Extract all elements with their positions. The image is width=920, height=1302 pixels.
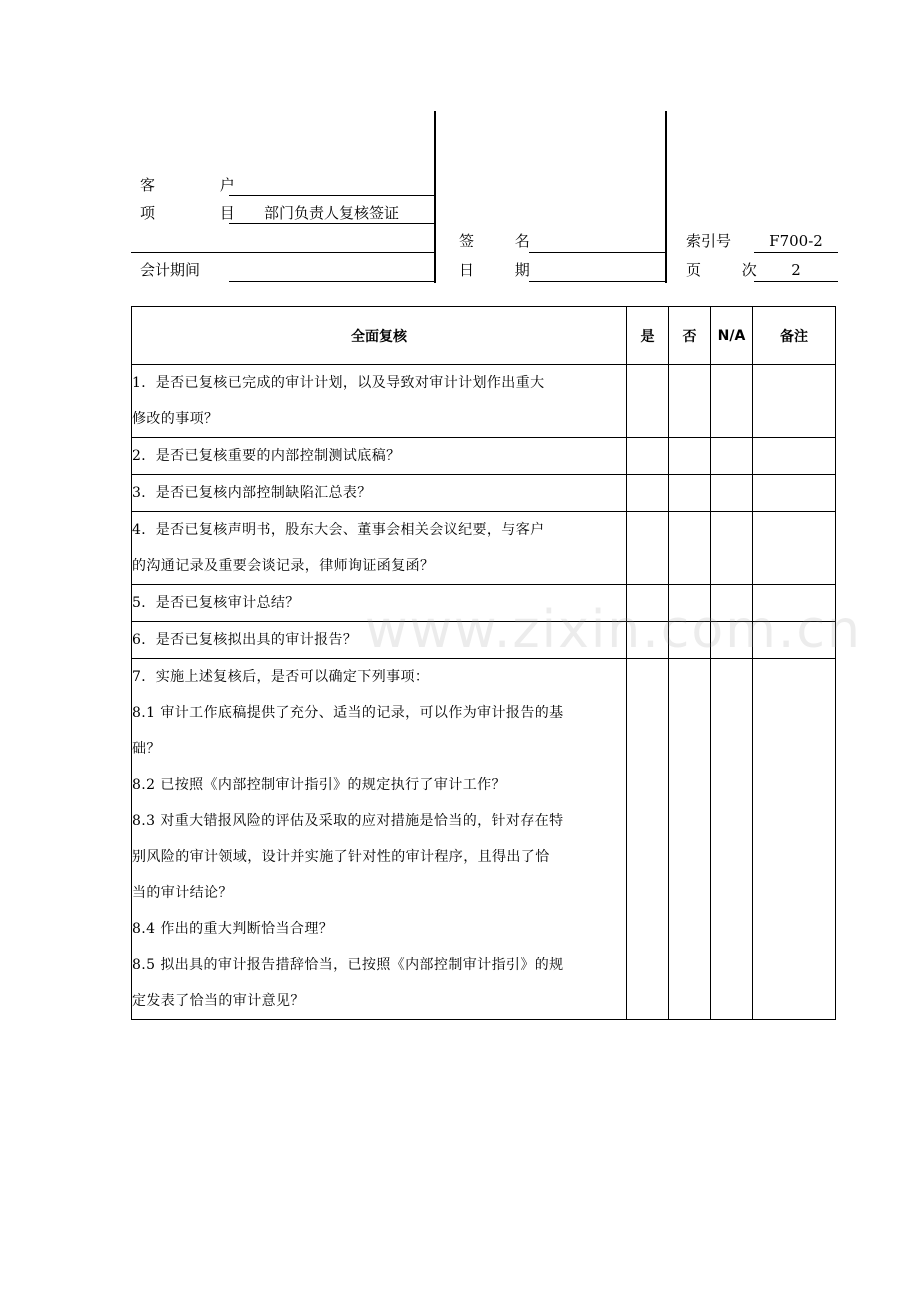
- no-cell[interactable]: [669, 585, 711, 622]
- question-text: 础？: [132, 741, 161, 757]
- project-label: 项 目: [140, 204, 265, 222]
- no-cell[interactable]: [669, 622, 711, 659]
- project-value: 部门负责人复核签证: [263, 204, 399, 222]
- table-row: [132, 622, 836, 659]
- remarks-cell[interactable]: [753, 475, 836, 512]
- sign-label: 签 名: [459, 232, 548, 250]
- no-cell[interactable]: [669, 475, 711, 512]
- remarks-cell[interactable]: [753, 438, 836, 475]
- question-text: 6．是否已复核拟出具的审计报告？: [132, 632, 358, 648]
- na-cell[interactable]: [711, 438, 753, 475]
- watermark: www.zixin.com.cn: [365, 600, 862, 660]
- header-remarks: 备注: [753, 307, 836, 365]
- header-rule: [131, 252, 434, 253]
- yes-cell[interactable]: [627, 585, 669, 622]
- client-underline: [229, 195, 434, 196]
- na-cell[interactable]: [711, 659, 753, 1020]
- sign-underline: [529, 252, 665, 253]
- question-text: 2．是否已复核重要的内部控制测试底稿？: [132, 448, 401, 464]
- no-cell[interactable]: [669, 438, 711, 475]
- na-cell[interactable]: [711, 585, 753, 622]
- yes-cell[interactable]: [627, 659, 669, 1020]
- header-divider-left: [434, 111, 436, 283]
- page-underline: [754, 281, 838, 282]
- question-cell: [132, 475, 627, 512]
- table-row: [132, 512, 836, 585]
- table-row: [132, 475, 836, 512]
- question-cell: [132, 659, 627, 1020]
- yes-cell[interactable]: [627, 365, 669, 438]
- question-text: 8.2 已按照《内部控制审计指引》的规定执行了审计工作？: [132, 777, 506, 793]
- period-label: 会计期间: [140, 261, 201, 279]
- table-row: [132, 585, 836, 622]
- question-text: 1．是否已复核已完成的审计计划，以及导致对审计计划作出重大: [132, 375, 545, 391]
- remarks-cell[interactable]: [753, 512, 836, 585]
- question-cell: [132, 622, 627, 659]
- header-yes: 是: [627, 307, 669, 365]
- yes-cell[interactable]: [627, 438, 669, 475]
- no-cell[interactable]: [669, 512, 711, 585]
- page-label: 页 次: [686, 261, 775, 279]
- question-text: 5．是否已复核审计总结？: [132, 595, 300, 611]
- question-text: 的沟通记录及重要会谈记录，律师询证函复函？: [132, 558, 435, 574]
- na-cell[interactable]: [711, 512, 753, 585]
- header-no: 否: [669, 307, 711, 365]
- question-text: 8.4 作出的重大判断恰当合理？: [132, 921, 334, 937]
- page-value: 2: [791, 261, 801, 279]
- question-cell: [132, 585, 627, 622]
- header-na: N/A: [711, 307, 753, 365]
- question-text: 8.3 对重大错报风险的评估及采取的应对措施是恰当的，针对存在特: [132, 813, 564, 829]
- table-row: [132, 365, 836, 438]
- question-text: 别风险的审计领域，设计并实施了针对性的审计程序，且得出了恰: [132, 849, 550, 865]
- project-underline: [229, 223, 434, 224]
- no-cell[interactable]: [669, 659, 711, 1020]
- question-text: 定发表了恰当的审计意见？: [132, 993, 305, 1009]
- no-cell[interactable]: [669, 365, 711, 438]
- yes-cell[interactable]: [627, 622, 669, 659]
- question-cell: [132, 365, 627, 438]
- index-value: F700-2: [769, 232, 823, 250]
- table-header-row: [132, 307, 836, 365]
- question-text: 4．是否已复核声明书，股东大会、董事会相关会议纪要，与客户: [132, 522, 545, 538]
- na-cell[interactable]: [711, 365, 753, 438]
- table-row: [132, 659, 836, 1020]
- yes-cell[interactable]: [627, 512, 669, 585]
- header-divider-right: [665, 111, 667, 283]
- period-underline: [229, 281, 434, 282]
- client-label: 客 户: [140, 176, 265, 194]
- na-cell[interactable]: [711, 622, 753, 659]
- question-text: 当的审计结论？: [132, 885, 233, 901]
- question-text: 修改的事项？: [132, 411, 219, 427]
- question-text: 8.1 审计工作底稿提供了充分、适当的记录，可以作为审计报告的基: [132, 705, 564, 721]
- table-row: [132, 438, 836, 475]
- question-text: 7．实施上述复核后，是否可以确定下列事项：: [132, 669, 430, 685]
- question-text: 3．是否已复核内部控制缺陷汇总表？: [132, 485, 372, 501]
- date-underline: [529, 281, 665, 282]
- yes-cell[interactable]: [627, 475, 669, 512]
- review-table: [131, 306, 836, 1020]
- remarks-cell[interactable]: [753, 365, 836, 438]
- header-item: 全面复核: [132, 307, 627, 365]
- question-cell: [132, 512, 627, 585]
- index-label: 索引号: [686, 232, 732, 250]
- remarks-cell[interactable]: [753, 622, 836, 659]
- na-cell[interactable]: [711, 475, 753, 512]
- index-underline: [754, 252, 838, 253]
- remarks-cell[interactable]: [753, 585, 836, 622]
- date-label: 日 期: [459, 261, 548, 279]
- remarks-cell[interactable]: [753, 659, 836, 1020]
- question-cell: [132, 438, 627, 475]
- question-text: 8.5 拟出具的审计报告措辞恰当，已按照《内部控制审计指引》的规: [132, 957, 564, 973]
